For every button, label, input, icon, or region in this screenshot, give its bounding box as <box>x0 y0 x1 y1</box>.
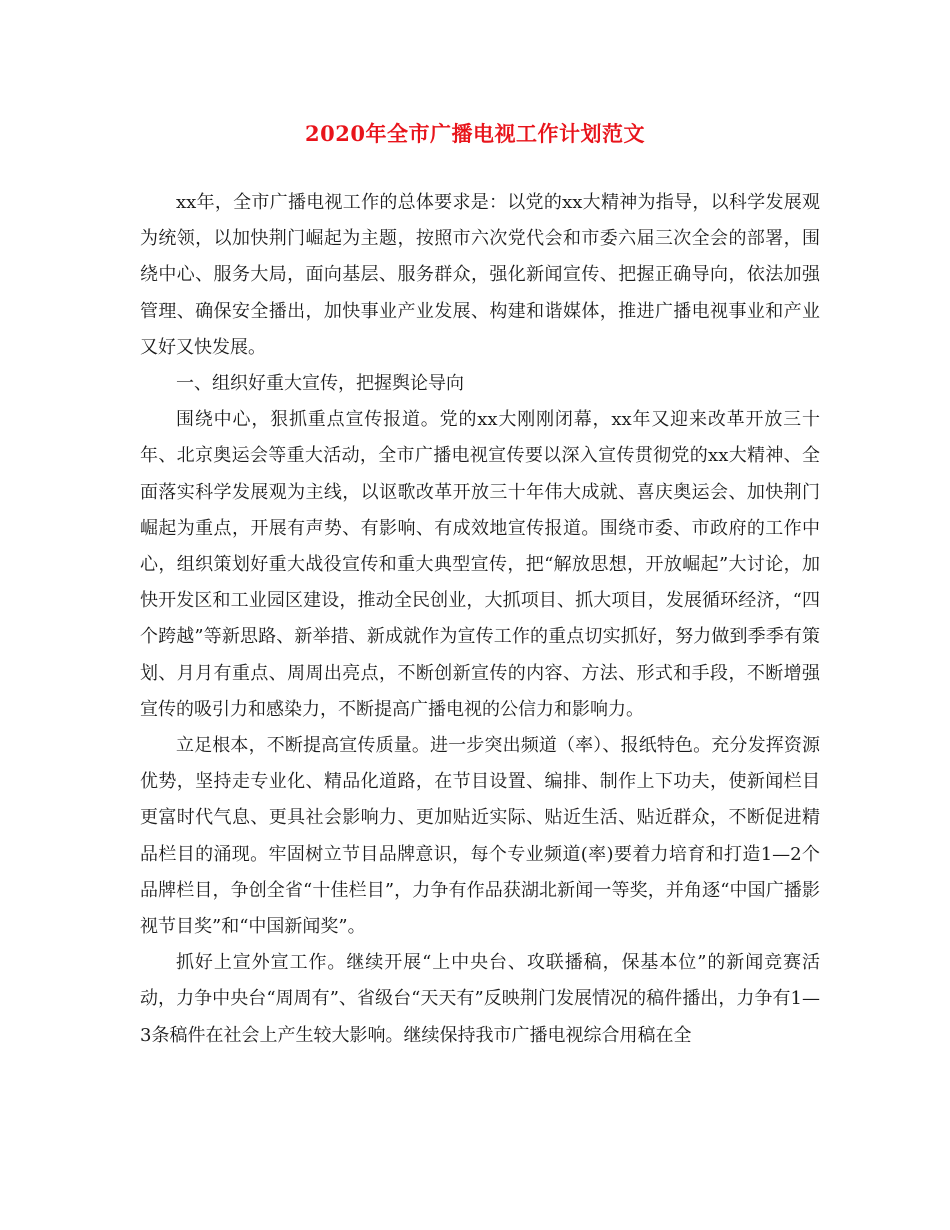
paragraph-intro: xx年，全市广播电视工作的总体要求是：以党的xx大精神为指导，以科学发展观为统领，以加快荆门崛起为主题，按照市六次党代会和市委六届三次全会的部署，围绕中心、服务大局，面向基层、服务群众，强化新闻宣传、把握正确导向，依法加强管理、确保安全播出，加快事业产业发展、构建和谐媒体，推进广播电视事业和产业又好又快发展。 <box>140 192 820 358</box>
paragraph-external-publicity: 抓好上宣外宣工作。继续开展“上中央台、攻联播稿，保基本位”的新闻竞赛活动，力争中央台“周周有”、省级台“天天有”反映荆门发展情况的稿件播出，力争有1—3条稿件在社会上产生较大影响。继续保持我市广播电视综合用稿在全 <box>140 952 820 1046</box>
paragraph-quality: 立足根本，不断提高宣传质量。进一步突出频道（率）、报纸特色。充分发挥资源优势，坚持走专业化、精品化道路，在节目设置、编排、制作上下功夫，使新闻栏目更富时代气息、更具社会影响力、更加贴近实际、贴近生活、贴近群众，不断促进精品栏目的涌现。牢固树立节目品牌意识，每个专业频道(率)要着力培育和打造1—2个品牌栏目，争创全省“十佳栏目”，力争有作品获湖北新闻一等奖，并角逐“中国广播影视节目奖”和“中国新闻奖”。 <box>140 735 820 938</box>
paragraph-key-reporting: 围绕中心，狠抓重点宣传报道。党的xx大刚刚闭幕，xx年又迎来改革开放三十年、北京奥运会等重大活动，全市广播电视宣传要以深入宣传贯彻党的xx大精神、全面落实科学发展观为主线，以讴歌改革开放三十年伟大成就、喜庆奥运会、加快荆门崛起为重点，开展有声势、有影响、有成效地宣传报道。围绕市委、市政府的工作中心，组织策划好重大战役宣传和重大典型宣传，把“解放思想，开放崛起”大讨论，加快开发区和工业园区建设，推动全民创业，大抓项目、抓大项目，发展循环经济，“四个跨越”等新思路、新举措、新成就作为宣传工作的重点切实抓好，努力做到季季有策划、月月有重点、周周出亮点，不断创新宣传的内容、方法、形式和手段，不断增强宣传的吸引力和感染力，不断提高广播电视的公信力和影响力。 <box>140 409 820 720</box>
section-heading: 一、组织好重大宣传，把握舆论导向 <box>176 373 464 395</box>
document-body <box>140 185 820 1054</box>
document-title: 2020年全市广播电视工作计划范文 <box>305 121 645 146</box>
